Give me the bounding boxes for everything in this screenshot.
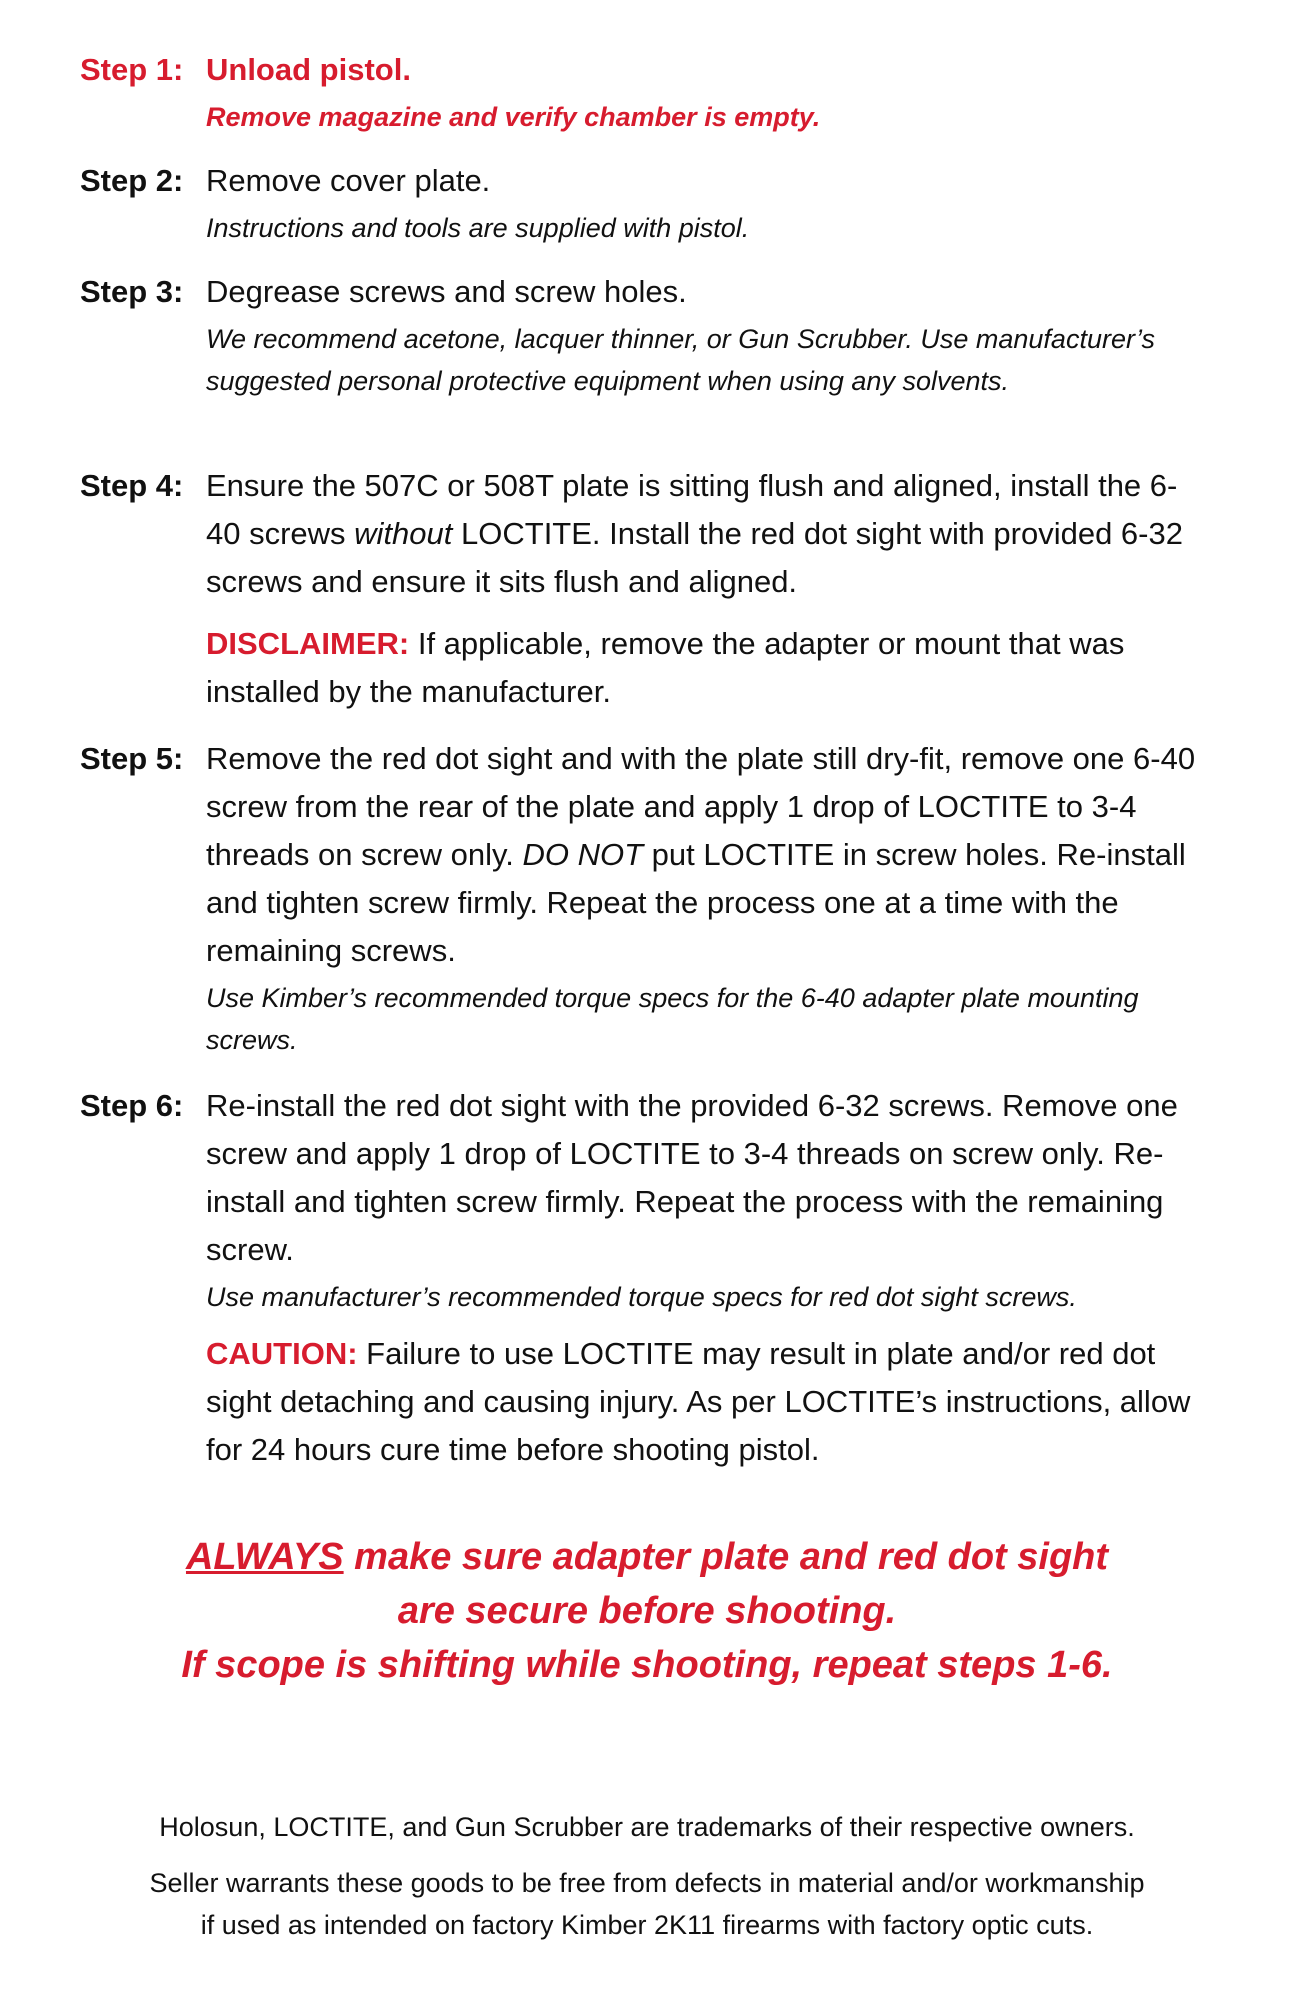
step-3-note: We recommend acetone, lacquer thinner, or Gun Scrubber. Use manufacturer’s suggested personal protective equipment when using any solvents.: [206, 324, 1155, 396]
step-6-note: Use manufacturer’s recommended torque specs for red dot sight screws.: [206, 1282, 1077, 1312]
step-6: [80, 1082, 1210, 1474]
callout-always: ALWAYS: [185, 1536, 344, 1578]
step-5-text-b: put LOCTITE in screw holes. Re-install and tighten screw firmly. Repeat the process one at a time with the remaining screws.: [206, 837, 1186, 968]
trademark-notice: Holosun, LOCTITE, and Gun Scrubber are trademarks of their respective owners.: [159, 1812, 1135, 1842]
step-5-text: [206, 735, 1210, 975]
step-5-label: Step 5:: [80, 741, 184, 776]
step-5-text-a: Remove the red dot sight and with the plate still dry-fit, remove one 6-40 screw from the rear of the plate and apply 1 drop of LOCTITE to 3-4 threads on screw only.: [206, 741, 1196, 872]
step-4-header: [80, 462, 1210, 606]
callout-line-1-rest: make sure adapter plate and red dot sight: [343, 1536, 1109, 1578]
warranty-line-2: if used as intended on factory Kimber 2K11 firearms with factory optic cuts.: [200, 1910, 1094, 1940]
callout-line-3: If scope is shifting while shooting, repeat steps 1-6.: [181, 1644, 1113, 1686]
step-4-text-emphasis: without: [354, 516, 453, 551]
step-6-label: Step 6:: [80, 1088, 184, 1123]
callout-line-1: [0, 1530, 1294, 1584]
safety-callout: [0, 1530, 1294, 1692]
step-2-note: Instructions and tools are supplied with pistol.: [206, 213, 750, 243]
caution-label: CAUTION:: [206, 1336, 358, 1371]
step-1: [80, 46, 1210, 138]
step-1-note: Remove magazine and verify chamber is empty.: [206, 102, 821, 132]
step-1-label: Step 1:: [80, 52, 184, 87]
step-4-label: Step 4:: [80, 468, 184, 503]
step-5-note: Use Kimber’s recommended torque specs for the 6-40 adapter plate mounting screws.: [206, 983, 1139, 1055]
step-3-header: [80, 268, 1210, 316]
step-2: [80, 157, 1210, 249]
warranty-line-1: Seller warrants these goods to be free from defects in material and/or workmanship: [149, 1868, 1145, 1898]
caution-text: Failure to use LOCTITE may result in plate and/or red dot sight detaching and causing injury. As per LOCTITE’s instructions, allow for 24 hours cure time before shooting pistol.: [206, 1336, 1191, 1467]
step-4-text-b: LOCTITE. Install the red dot sight with provided 6-32 screws and ensure it sits flush and aligned.: [206, 516, 1183, 599]
step-6-caution: [206, 1330, 1210, 1474]
step-5-text-emphasis: DO NOT: [522, 837, 644, 872]
step-2-label: Step 2:: [80, 163, 184, 198]
step-6-header: [80, 1082, 1210, 1274]
step-2-header: [80, 157, 1210, 205]
disclaimer-text: If applicable, remove the adapter or mount that was installed by the manufacturer.: [206, 626, 1125, 709]
step-4-text-a: Ensure the 507C or 508T plate is sitting flush and aligned, install the 6-40 screws: [206, 468, 1178, 551]
step-4-disclaimer: [206, 620, 1210, 716]
step-1-text: Unload pistol.: [206, 52, 411, 87]
callout-line-2: are secure before shooting.: [397, 1590, 897, 1632]
step-2-text: Remove cover plate.: [206, 163, 491, 198]
step-1-header: [80, 46, 1210, 94]
step-4-text: [206, 462, 1210, 606]
step-3-label: Step 3:: [80, 274, 184, 309]
step-5: [80, 735, 1210, 1061]
step-3: [80, 268, 1210, 402]
disclaimer-label: DISCLAIMER:: [206, 626, 410, 661]
step-6-text: Re-install the red dot sight with the provided 6-32 screws. Remove one screw and apply 1 drop of LOCTITE to 3-4 threads on screw only. Re-install and tighten screw firmly. Repeat the process with the remaining screw.: [206, 1088, 1178, 1267]
step-3-text: Degrease screws and screw holes.: [206, 274, 687, 309]
step-5-header: [80, 735, 1210, 975]
step-4: [80, 462, 1210, 716]
warranty-notice: [0, 1862, 1294, 1946]
